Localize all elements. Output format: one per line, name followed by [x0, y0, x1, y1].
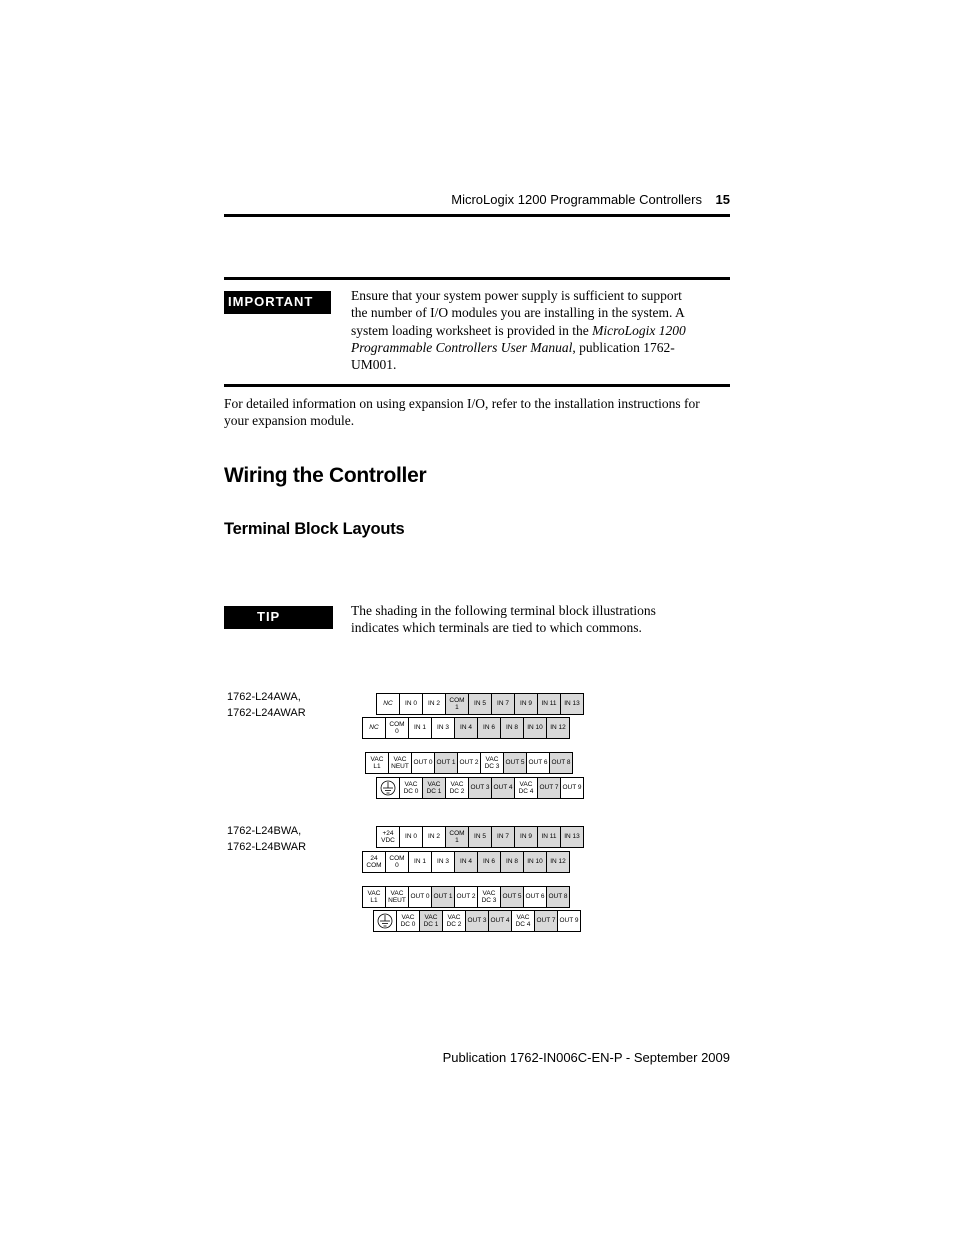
terminal-row-input-top [376, 693, 584, 715]
terminal-cell: VAC DC 3 [477, 886, 501, 908]
terminal-cell: IN 5 [468, 693, 492, 715]
terminal-cell: OUT 1 [434, 752, 458, 774]
terminal-cell: IN 4 [454, 717, 478, 739]
important-bottom-rule [224, 384, 730, 387]
expansion-paragraph: For detailed information on using expansion I/O, refer to the installation instructions for your expansion module. [224, 396, 700, 429]
terminal-cell: OUT 7 [534, 910, 558, 932]
important-label: IMPORTANT [224, 291, 331, 314]
terminal-cell: NC [376, 693, 400, 715]
important-text [351, 287, 696, 373]
terminal-cell: IN 13 [560, 826, 584, 848]
terminal-cell: IN 6 [477, 851, 501, 873]
terminal-cell: IN 10 [523, 851, 547, 873]
terminal-cell: 24 COM [362, 851, 386, 873]
terminal-cell: VAC NEUT [385, 886, 409, 908]
terminal-cell: IN 10 [523, 717, 547, 739]
terminal-cell: COM 1 [445, 693, 469, 715]
model-label-line: 1762-L24AWAR [227, 706, 306, 719]
terminal-cell: VAC DC 4 [514, 777, 538, 799]
terminal-cell: IN 0 [399, 693, 423, 715]
terminal-cell: VAC DC 2 [445, 777, 469, 799]
terminal-cell: IN 11 [537, 826, 561, 848]
terminal-cell: VAC DC 0 [396, 910, 420, 932]
terminal-cell: IN 13 [560, 693, 584, 715]
terminal-cell: OUT 2 [454, 886, 478, 908]
terminal-cell: IN 0 [399, 826, 423, 848]
terminal-cell: VAC DC 1 [422, 777, 446, 799]
terminal-ground [376, 777, 400, 799]
terminal-cell: IN 2 [422, 693, 446, 715]
terminal-row-output-bottom [373, 910, 581, 932]
terminal-cell: VAC NEUT [388, 752, 412, 774]
terminal-cell: VAC DC 2 [442, 910, 466, 932]
terminal-cell: IN 2 [422, 826, 446, 848]
terminal-cell: IN 4 [454, 851, 478, 873]
terminal-cell: OUT 8 [546, 886, 570, 908]
model-label-awa [227, 690, 306, 721]
tip-label: TIP [224, 606, 333, 629]
terminal-cell: VAC DC 1 [419, 910, 443, 932]
terminal-row-output-bottom [376, 777, 584, 799]
terminal-cell: OUT 0 [411, 752, 435, 774]
page-number: 15 [715, 192, 730, 207]
terminal-cell: OUT 3 [468, 777, 492, 799]
terminal-cell: IN 3 [431, 717, 455, 739]
terminal-row-output-top [362, 886, 570, 908]
important-text-manual-title: MicroLogix 1200 Programmable Controllers User Manual [351, 322, 686, 355]
terminal-cell: OUT 9 [557, 910, 581, 932]
terminal-cell: OUT 5 [503, 752, 527, 774]
header-rule [224, 214, 730, 217]
terminal-cell: OUT 1 [431, 886, 455, 908]
subsection-title: Terminal Block Layouts [224, 520, 405, 538]
terminal-cell: COM 1 [445, 826, 469, 848]
ground-icon [377, 913, 393, 929]
model-label-line: 1762-L24BWA, [227, 825, 302, 837]
terminal-cell: OUT 3 [465, 910, 489, 932]
terminal-cell: +24 VDC [376, 826, 400, 848]
section-title: Wiring the Controller [224, 464, 427, 487]
terminal-cell: OUT 2 [457, 752, 481, 774]
running-header [224, 192, 730, 212]
terminal-cell: IN 11 [537, 693, 561, 715]
terminal-cell: IN 7 [491, 693, 515, 715]
terminal-cell: VAC DC 4 [511, 910, 535, 932]
terminal-cell: IN 12 [546, 851, 570, 873]
terminal-cell: COM 0 [385, 851, 409, 873]
terminal-cell: IN 3 [431, 851, 455, 873]
terminal-cell: IN 7 [491, 826, 515, 848]
terminal-cell: VAC L1 [362, 886, 386, 908]
terminal-cell: OUT 4 [488, 910, 512, 932]
ground-icon [380, 780, 396, 796]
publication-footer: Publication 1762-IN006C-EN-P - September 2009 [442, 1050, 730, 1065]
terminal-cell: IN 12 [546, 717, 570, 739]
model-label-line: 1762-L24BWAR [227, 840, 307, 853]
important-text-part1: Ensure that your system power supply is sufficient to support the number of I/O modules you are installing in the system. A system loading worksheet is provided in the [351, 288, 684, 338]
running-header-title: MicroLogix 1200 Programmable Controllers [451, 192, 702, 207]
important-top-rule [224, 277, 730, 280]
terminal-cell: NC [362, 717, 386, 739]
terminal-cell: IN 8 [500, 851, 524, 873]
terminal-cell: IN 8 [500, 717, 524, 739]
terminal-cell: OUT 4 [491, 777, 515, 799]
terminal-cell: OUT 9 [560, 777, 584, 799]
terminal-cell: OUT 6 [526, 752, 550, 774]
terminal-cell: OUT 7 [537, 777, 561, 799]
terminal-cell: OUT 8 [549, 752, 573, 774]
terminal-cell: IN 1 [408, 851, 432, 873]
terminal-cell: VAC DC 3 [480, 752, 504, 774]
terminal-row-input-top [376, 826, 584, 848]
tip-text: The shading in the following terminal block illustrations indicates which terminals are tied to which commons. [351, 603, 656, 636]
terminal-cell: OUT 5 [500, 886, 524, 908]
terminal-cell: OUT 6 [523, 886, 547, 908]
terminal-cell: IN 1 [408, 717, 432, 739]
model-label-line: 1762-L24AWA, [227, 691, 301, 703]
terminal-cell: IN 9 [514, 693, 538, 715]
important-text-part2: , publication 1762-UM001. [351, 339, 675, 373]
terminal-cell: VAC DC 0 [399, 777, 423, 799]
terminal-cell: IN 6 [477, 717, 501, 739]
terminal-ground [373, 910, 397, 932]
terminal-row-input-bottom [362, 851, 570, 873]
terminal-cell: VAC L1 [365, 752, 389, 774]
terminal-row-output-top [365, 752, 573, 774]
terminal-cell: OUT 0 [408, 886, 432, 908]
terminal-row-input-bottom [362, 717, 570, 739]
terminal-cell: IN 9 [514, 826, 538, 848]
terminal-cell: COM 0 [385, 717, 409, 739]
model-label-bwa [227, 824, 306, 855]
terminal-cell: IN 5 [468, 826, 492, 848]
